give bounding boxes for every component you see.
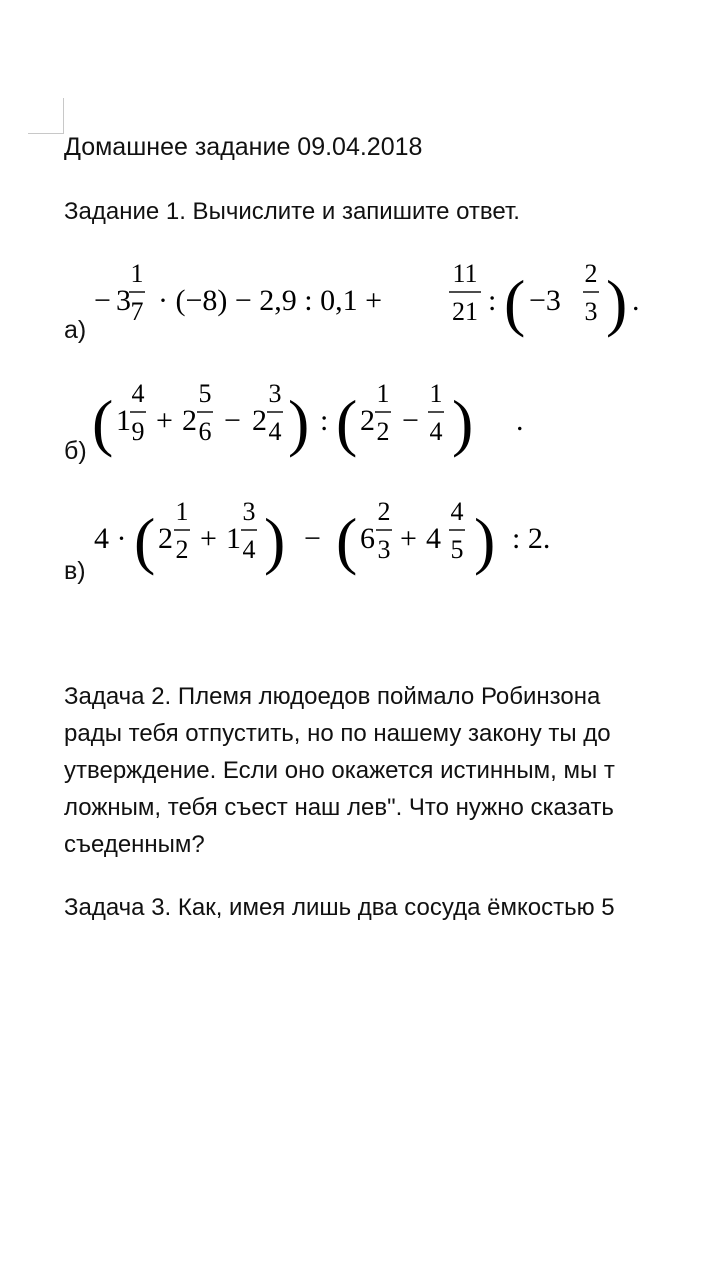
expr-text: . [632,284,640,317]
fraction-numerator: 4 [450,497,464,526]
paren-right: ) [474,505,496,576]
expr-text: − [224,404,241,437]
fraction-denominator: 5 [450,535,464,564]
fraction-numerator: 1 [130,259,144,288]
expr-text: 4 [426,522,441,555]
paren-left: ( [336,387,358,458]
task1-item-b-label: б) [64,437,87,465]
fraction-numerator: 1 [429,379,443,408]
fraction-denominator: 3 [377,535,391,564]
paren-left: ( [336,505,358,576]
expression-a-svg [92,256,652,346]
task1-item-c-expression [92,494,572,592]
expr-text: 4 · [94,522,127,555]
task2-line: Задача 2. Племя людоедов поймало Робинзона [64,683,601,710]
fraction-numerator: 2 [584,259,598,288]
fraction-numerator: 5 [198,379,212,408]
task2-paragraph [64,678,615,863]
expr-text: + [400,522,417,555]
expr-text: − [402,404,419,437]
expr-text: 2 [360,404,375,437]
expr-text: : [320,404,329,437]
fraction-numerator: 3 [242,497,256,526]
expr-text: 2 [158,522,173,555]
expr-text: −3 [529,284,561,317]
fraction-denominator: 9 [131,417,145,446]
fraction-denominator: 6 [198,417,212,446]
task2-line: съеденным? [64,831,205,858]
fraction-numerator: 1 [376,379,390,408]
fraction-denominator: 7 [130,297,144,326]
paren-left: ( [134,505,156,576]
fraction-denominator: 4 [268,417,282,446]
expr-text: 2 [252,404,267,437]
fraction-denominator: 4 [242,535,256,564]
page-corner-marker [28,98,64,134]
task1-heading: Задание 1. Вычислите и запишите ответ. [64,198,520,225]
expr-text: + [156,404,173,437]
expr-text: + [200,522,217,555]
paren-left: ( [92,387,114,458]
expr-text: 2 [182,404,197,437]
task1-item-b-expression [92,376,552,474]
fraction-denominator: 2 [376,417,390,446]
task2-line: утверждение. Если оно окажется истинным, мы т [64,757,615,784]
expr-text: − [304,522,321,555]
fraction-numerator: 4 [131,379,145,408]
expression-c-svg [92,494,572,584]
paren-left: ( [504,267,526,338]
task1-item-a-expression [92,256,652,354]
expression-b-svg [92,376,552,466]
paren-right: ) [452,387,474,458]
task2-line: ложным, тебя съест наш лев". Что нужно сказать [64,794,614,821]
fraction-numerator: 1 [175,497,189,526]
fraction-denominator: 3 [584,297,598,326]
fraction-denominator: 21 [452,297,478,326]
task1-item-a-label: а) [64,316,87,344]
task1-item-c-label: в) [64,557,86,585]
expr-text: − [94,284,111,317]
expr-text: 1 [116,404,131,437]
paren-right: ) [288,387,310,458]
fraction-denominator: 2 [175,535,189,564]
task3-paragraph: Задача 3. Как, имея лишь два сосуда ёмкостью 5 [64,894,615,921]
paren-right: ) [606,267,628,338]
expr-text: : 2. [512,522,551,555]
expr-text: 6 [360,522,375,555]
fraction-numerator: 2 [377,497,391,526]
expr-text: · (−8) − 2,9 : 0,1 + [158,284,383,317]
expr-text: 1 [226,522,241,555]
expr-text: . [516,404,524,437]
task2-line: рады тебя отпустить, но по нашему закону ты до [64,720,611,747]
fraction-denominator: 4 [429,417,443,446]
page-title: Домашнее задание 09.04.2018 [64,133,423,161]
expr-text: 3 [116,284,131,317]
expr-text: : [488,284,497,317]
paren-right: ) [264,505,286,576]
fraction-numerator: 3 [268,379,282,408]
fraction-numerator: 11 [452,259,478,288]
